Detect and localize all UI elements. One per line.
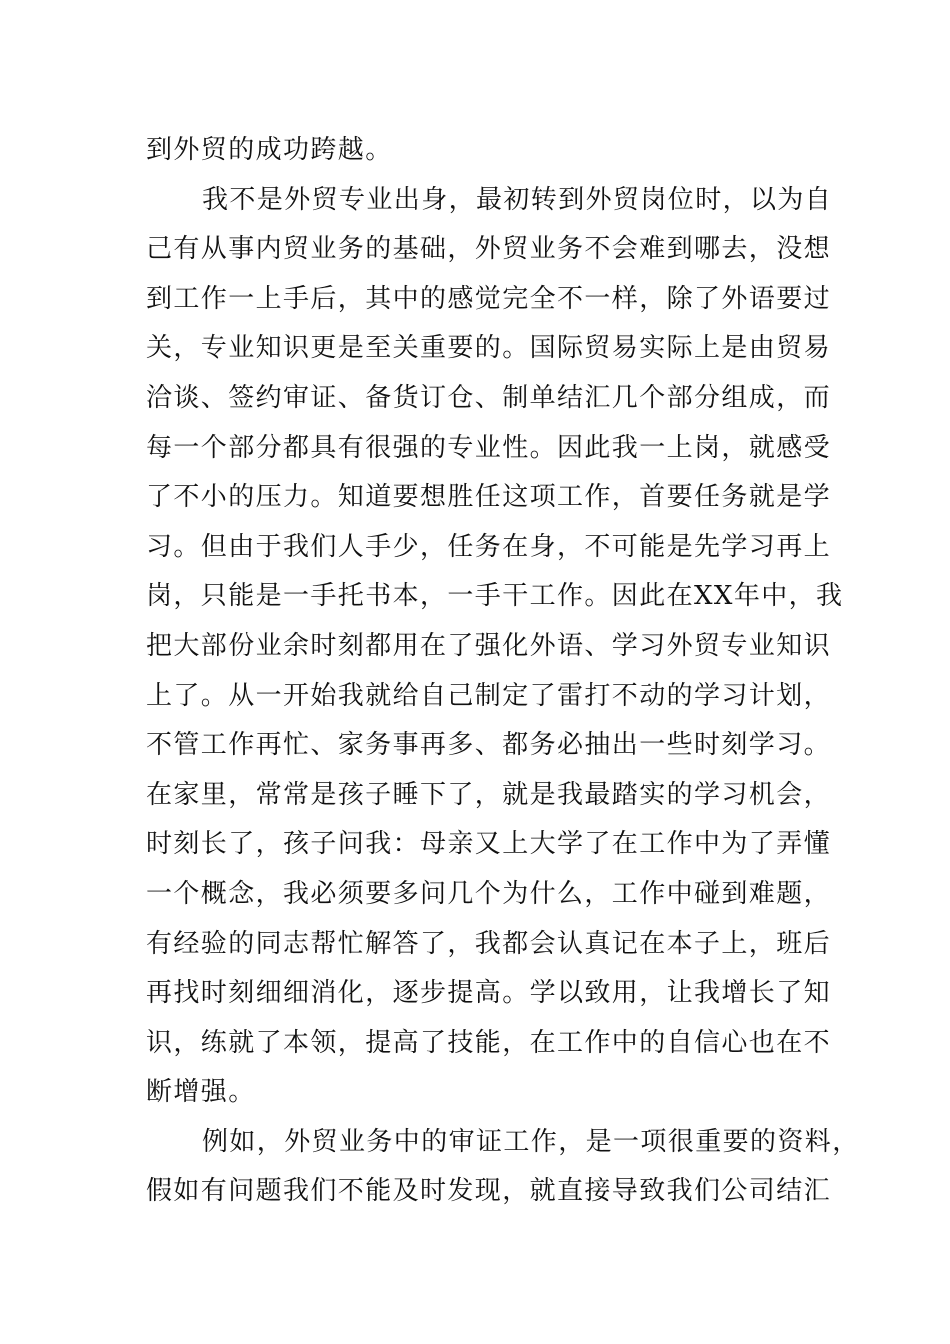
text-line: 在家里，常常是孩子睡下了，就是我最踏实的学习机会， — [146, 779, 832, 810]
text-line: 岗，只能是一手托书本，一手干工作。因此在XX年中，我 — [146, 581, 844, 612]
text-line: 关，专业知识更是至关重要的。国际贸易实际上是由贸易 — [146, 333, 832, 364]
text-line: 假如有问题我们不能及时发现，就直接导致我们公司结汇 — [146, 1176, 832, 1207]
text-line: 到工作一上手后，其中的感觉完全不一样，除了外语要过 — [146, 283, 832, 314]
text-line: 时刻长了，孩子问我：母亲又上大学了在工作中为了弄懂 — [146, 829, 832, 860]
text-line: 洽谈、签约审证、备货订仓、制单结汇几个部分组成，而 — [146, 382, 832, 413]
text-line: 己有从事内贸业务的基础，外贸业务不会难到哪去，没想 — [146, 234, 832, 265]
text-line: 不管工作再忙、家务事再多、都务必抽出一些时刻学习。 — [146, 730, 832, 761]
text-line: 到外贸的成功跨越。 — [146, 135, 393, 165]
text-line: 每一个部分都具有很强的专业性。因此我一上岗，就感受 — [146, 432, 832, 463]
text-line: 识，练就了本领，提高了技能，在工作中的自信心也在不 — [146, 1027, 832, 1058]
text-line: 再找时刻细细消化，逐步提高。学以致用，让我增长了知 — [146, 978, 832, 1009]
text-line: 习。但由于我们人手少，任务在身，不可能是先学习再上 — [146, 531, 832, 562]
text-line: 了不小的压力。知道要想胜任这项工作，首要任务就是学 — [146, 482, 832, 513]
text-line: 把大部份业余时刻都用在了强化外语、学习外贸专业知识 — [146, 630, 832, 661]
text-line: 有经验的同志帮忙解答了，我都会认真记在本子上，班后 — [146, 928, 832, 959]
text-line: 我不是外贸专业出身，最初转到外贸岗位时，以为自 — [202, 184, 833, 215]
text-line: 一个概念，我必须要多问几个为什么，工作中碰到难题， — [146, 878, 832, 909]
text-line: 断增强。 — [146, 1077, 256, 1108]
text-line: 例如，外贸业务中的审证工作，是一项很重要的资料， — [202, 1126, 860, 1157]
text-line: 上了。从一开始我就给自己制定了雷打不动的学习计划， — [146, 680, 832, 711]
body-text — [146, 126, 860, 1217]
